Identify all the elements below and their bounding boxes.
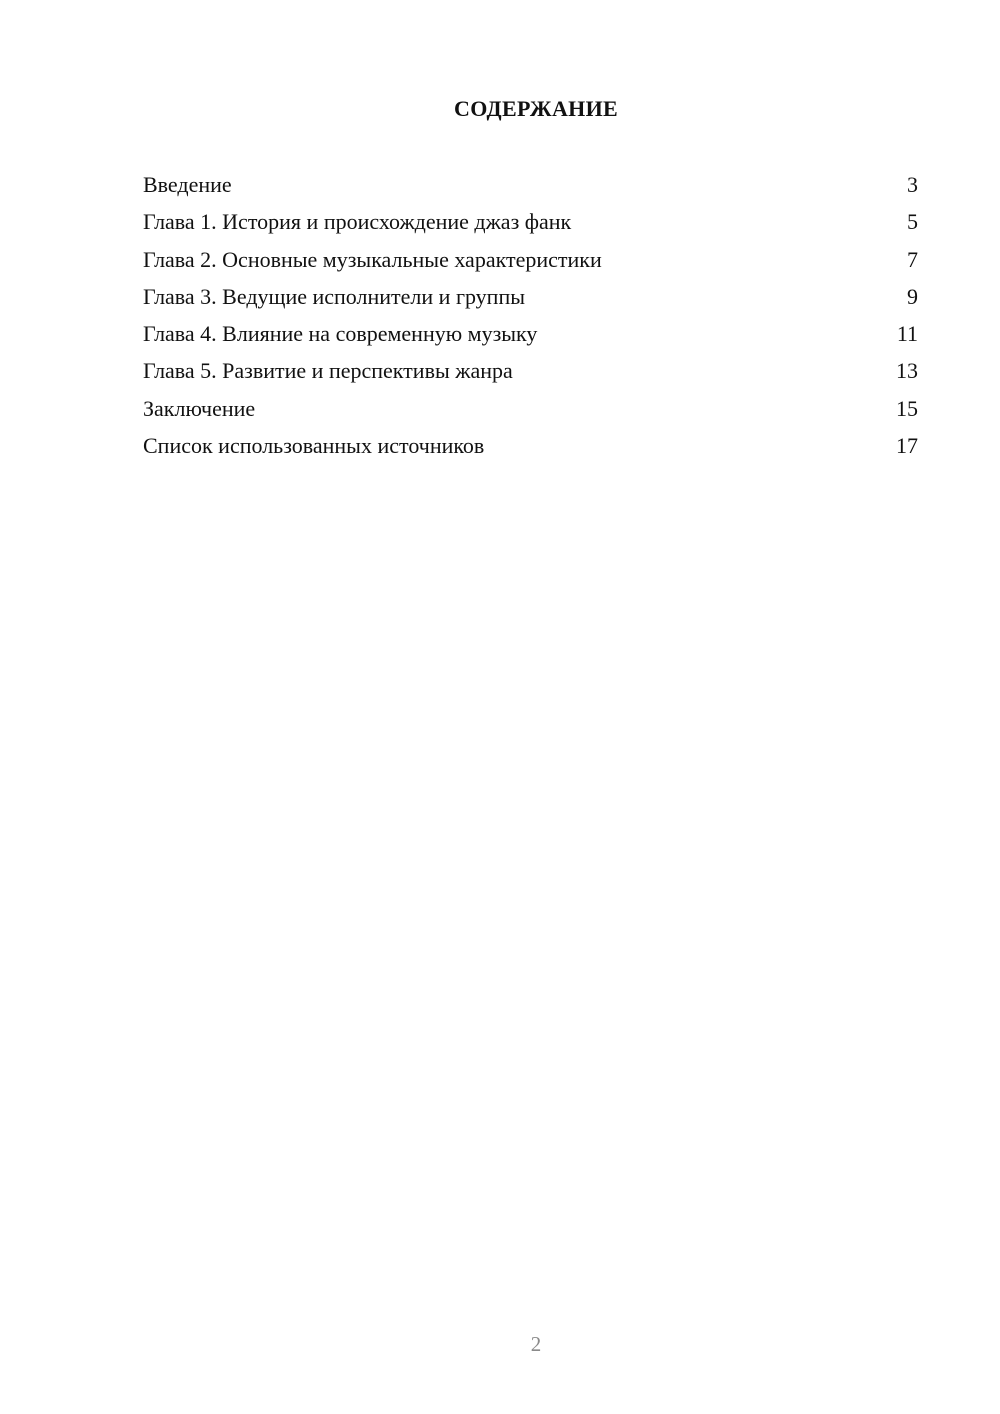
toc-entry-label: Список использованных источников — [143, 433, 485, 459]
toc-entry-chapter-4 — [143, 315, 918, 352]
toc-entry-page: 13 — [896, 358, 918, 384]
toc-entry-page: 5 — [907, 209, 918, 235]
toc-entry-references — [143, 427, 918, 464]
toc-entry-label: Введение — [143, 172, 232, 197]
toc-entry-label: Глава 2. Основные музыкальные характеристики — [143, 246, 602, 272]
toc-entry-page: 15 — [896, 395, 918, 421]
toc-entry-conclusion — [143, 390, 918, 427]
toc-entry-page: 11 — [896, 321, 918, 347]
toc-entry-label: Глава 3. Ведущие исполнители и группы — [143, 283, 526, 309]
toc-entry-chapter-1 — [143, 203, 918, 240]
toc-entry-label: Заключение — [143, 395, 256, 421]
toc-entry-label: Глава 5. Развитие и перспективы жанра — [143, 358, 513, 384]
toc-entry-label: Глава 1. История и происхождение джаз фанк — [143, 209, 572, 235]
table-of-contents — [143, 166, 918, 464]
toc-entry-page: 9 — [907, 283, 918, 309]
toc-entry-label: Глава 4. Влияние на современную музыку — [143, 321, 538, 347]
toc-entry-chapter-3 — [143, 278, 918, 315]
toc-entry-chapter-5 — [143, 352, 918, 389]
toc-title: СОДЕРЖАНИЕ — [454, 96, 618, 121]
toc-entry-chapter-2 — [143, 241, 918, 278]
toc-entry-page: 7 — [907, 246, 918, 272]
toc-entry-page: 17 — [896, 433, 918, 459]
toc-entry-introduction — [143, 166, 918, 203]
toc-entry-page: 3 — [907, 172, 918, 197]
page-number: 2 — [530, 1332, 542, 1356]
